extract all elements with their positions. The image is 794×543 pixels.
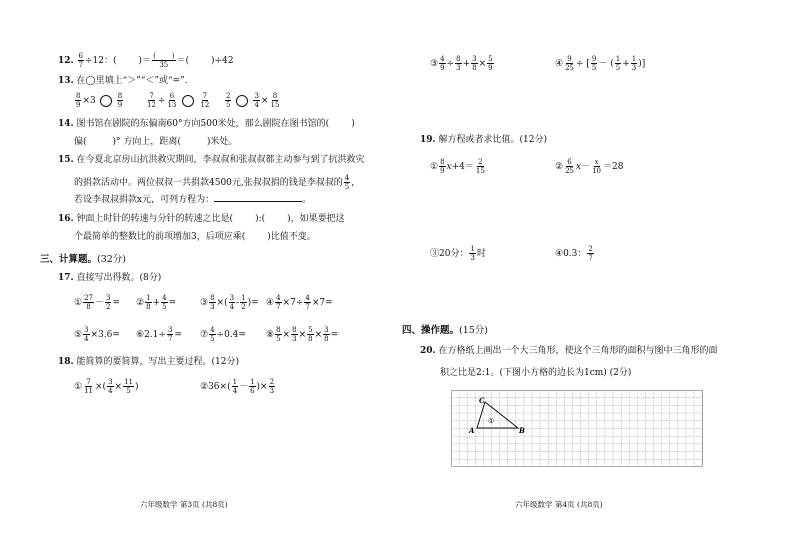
q15-line3: 若设李叔叔捐款x元，可列方程为： 。 [74,195,312,205]
compare-circle[interactable] [236,95,248,107]
q18-item-2: ②36×( $\frac{1}{4}$ － $\frac{1}{6}$ )× $\frac{2}{3}$ [200,378,275,395]
q14-line2: 偏( )° 方向上，距离( )米处。 [74,137,238,147]
q18-item-4: ④ $\frac{9}{25}$ ÷ [ $\frac{9}{5}$ － ( $\frac{1}{5}$ + $\frac{1}{3}$ )] [555,55,646,72]
right-footer: 六年级数学 第4页 (共8页) [515,500,603,509]
q15-line2: 的捐款活动中。两位叔叔一共捐款4500元,张叔叔捐的钱是李叔叔的 $\frac{4}{5}$ ， [74,174,361,191]
q19-item-1: ① $\frac{8}{9}$ x+4＝ $\frac{2}{15}$ [430,158,485,175]
q17-item-1: ① $\frac{27}{8}$ － $\frac{3}{2}$ = [74,294,121,311]
section-4-title: 四、操作题。(15分) [402,325,489,336]
compare-circle[interactable] [182,95,194,107]
q16-line2: 个最简单的整数比的前项增加3，后项应乘( )比值不变。 [74,232,316,242]
vertex-c: C [479,396,485,405]
q16-line1: 16. 钟面上时针的转速与分针的转速之比是( ):( )，如果要把这 [58,214,345,224]
q17-item-7: ⑦ $\frac{4}{5}$ ÷0.4= [200,326,246,343]
q13-item-2: $\frac{7}{12}$ ÷ $\frac{6}{13}$ $\frac{7}{12}$ [147,92,210,109]
q19-item-3: ③20分： $\frac{1}{3}$ 时 [430,245,486,262]
q18-title: 18. 能简算的要简算，写出主要过程。(12分) [58,357,240,367]
q17-item-3: ③ $\frac{8}{3}$ ×( $\frac{3}{4}$ - $\frac{1}{2}$ )= [200,294,259,311]
q15-line1: 15. 在今夏北京房山抗洪救灾期间，李叔叔和张叔叔都主动参与到了抗洪救灾 [58,155,365,165]
q12: 12. $\frac{6}{7}$ ÷12：( )＝ $\frac{( )}{35}$ ＝( )÷42 [58,52,234,69]
q17-item-2: ② $\frac{1}{8}$ + $\frac{4}{5}$ = [136,294,177,311]
q14-line1: 14. 图书馆在剧院的东偏南60°方向500米处，那么剧院在图书馆的( ) [58,119,355,129]
q17-title: 17. 直接写出得数。(8分) [58,273,162,283]
q19-item-2: ② $\frac{6}{25}$ x－ $\frac{x}{10}$ ＝28 [555,158,624,175]
left-footer: 六年级数学 第3页 (共8页) [140,500,228,509]
q18-item-1: ① $\frac{7}{11}$ ×( $\frac{3}{4}$ × $\frac{11}{5}$ ) [74,378,139,395]
q17-item-5: ⑤ $\frac{3}{4}$ ×3.6= [74,326,120,343]
q20-line1: 20. 在方格纸上画出一个大三角形，使这个三角形的面积与图中三角形的面 [420,346,718,356]
q13-item-3: $\frac{2}{5}$ $\frac{3}{4}$ × $\frac{8}{15}$ [226,92,280,109]
section-3-title: 三、计算题。(32分) [40,254,127,265]
q20-line2: 积之比是2:1。(下图小方格的边长为1cm) (2分) [440,368,632,378]
q13-title: 13. 在◯里填上“＞”“＜”或“=”. [58,76,188,86]
vertex-b: B [519,426,525,435]
triangle-label: ① [488,417,495,425]
q13-item-1: $\frac{8}{9}$ ×3 $\frac{8}{9}$ [76,92,123,109]
triangle-1 [477,402,518,428]
compare-circle[interactable] [100,95,112,107]
q19-item-4: ④0.3： $\frac{2}{7}$ [555,245,593,262]
grid-paper[interactable] [451,390,703,467]
q19-title: 19. 解方程或者求比值。(12分) [420,135,548,145]
q17-item-4: ④ $\frac{4}{7}$ ×7÷ $\frac{4}{7}$ ×7= [266,294,333,311]
q17-item-8: ⑧ $\frac{8}{5}$ × $\frac{8}{3}$ × $\frac{5}{8}$ × $\frac{3}{8}$ = [266,326,339,343]
vertex-a: A [469,426,475,435]
q17-item-6: ⑥2.1÷ $\frac{3}{7}$ = [136,326,182,343]
answer-blank[interactable] [214,201,302,202]
q18-item-3: ③ $\frac{4}{9}$ ÷ $\frac{8}{3}$ + $\frac{3}{8}$ × $\frac{5}{9}$ [430,55,493,72]
